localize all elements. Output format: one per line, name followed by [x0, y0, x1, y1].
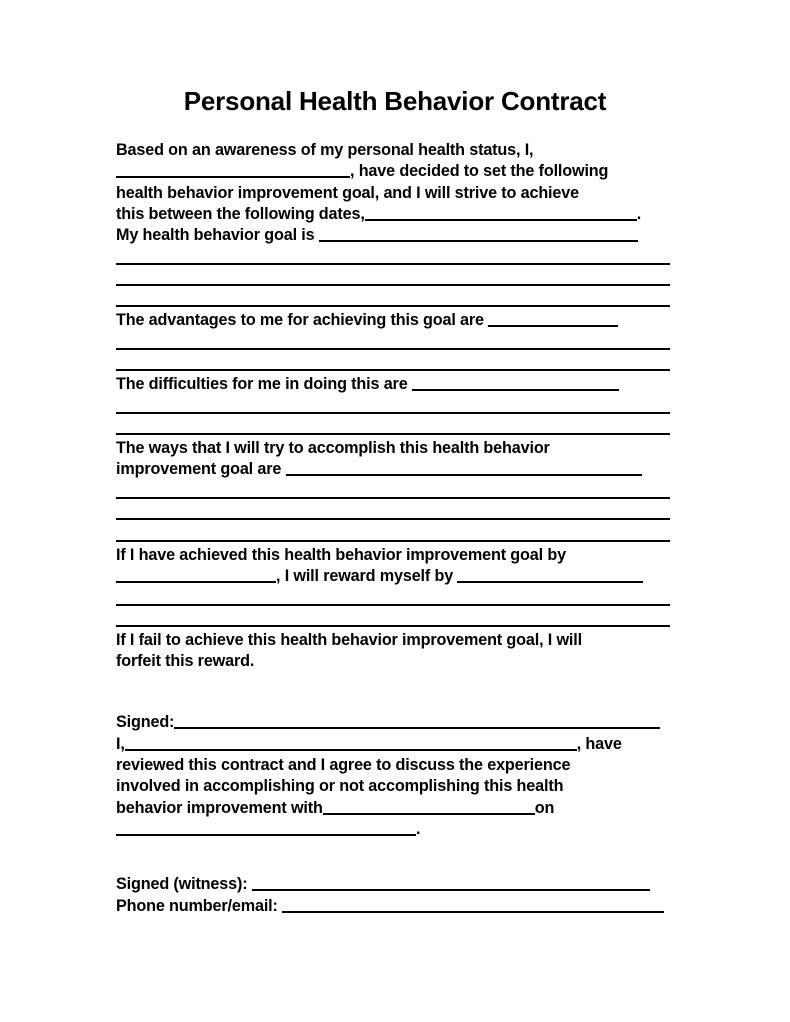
- page-title: Personal Health Behavior Contract: [183, 86, 607, 116]
- signed-blank[interactable]: [174, 714, 660, 729]
- goal-blank-3[interactable]: [116, 268, 670, 289]
- reward-date-line: [116, 566, 670, 587]
- reward-label: If I have achieved this health behavior improvement goal by: [116, 545, 566, 564]
- ways-blank-3[interactable]: [116, 502, 670, 523]
- reward-mid-text: , I will reward myself by: [276, 566, 454, 585]
- signature-text-3: involved in accomplishing or not accomplishing this health: [116, 777, 564, 796]
- advantages-blank-1[interactable]: [488, 312, 618, 327]
- ways-label-line-2: [116, 459, 670, 480]
- contract-body: [116, 140, 670, 917]
- intro-line-1: [116, 140, 670, 161]
- signature-text-4a: behavior improvement with: [116, 798, 323, 817]
- ways-blank-2[interactable]: [116, 481, 670, 502]
- reward-blank-1[interactable]: [457, 568, 643, 583]
- signature-text-4b: on: [534, 798, 555, 817]
- difficulties-label: The difficulties for me in doing this are: [116, 375, 408, 394]
- advantages-label-line: [116, 310, 670, 331]
- signed-witness-blank[interactable]: [252, 876, 650, 891]
- signature-line-2: [116, 755, 670, 776]
- difficulties-blank-2[interactable]: [116, 396, 670, 417]
- reward-label-line: [116, 545, 670, 566]
- difficulties-label-line: [116, 374, 670, 395]
- discuss-with-blank[interactable]: [323, 799, 535, 814]
- ways-blank-1[interactable]: [286, 461, 642, 476]
- phone-email-blank[interactable]: [282, 897, 664, 912]
- ways-label-1: The ways that I will try to accomplish this health behavior: [116, 439, 550, 458]
- intro-line-4: [116, 204, 670, 225]
- goal-blank-1[interactable]: [319, 227, 638, 242]
- signature-text-5: .: [416, 819, 421, 838]
- signature-line-4: [116, 798, 670, 819]
- ways-label-2: improvement goal are: [116, 460, 282, 479]
- witness-name-line: [116, 734, 670, 755]
- goal-label: My health behavior goal is: [116, 226, 315, 245]
- intro-text-3: health behavior improvement goal, and I will strive to achieve: [116, 183, 579, 202]
- signed-line: [116, 712, 670, 733]
- signature-text-2: reviewed this contract and I agree to discuss the experience: [116, 756, 571, 775]
- advantages-blank-3[interactable]: [116, 353, 670, 374]
- i-label: I,: [116, 734, 125, 753]
- signed-witness-line: [116, 874, 670, 895]
- after-name-text: , have: [576, 734, 622, 753]
- reward-date-blank[interactable]: [116, 568, 276, 583]
- advantages-label: The advantages to me for achieving this goal are: [116, 311, 484, 330]
- forfeit-line-1: [116, 630, 670, 651]
- goal-blank-4[interactable]: [116, 289, 670, 310]
- signed-witness-label: Signed (witness):: [116, 875, 248, 894]
- phone-email-label: Phone number/email:: [116, 896, 278, 915]
- ways-label-line-1: [116, 438, 670, 459]
- name-blank[interactable]: [116, 163, 350, 178]
- forfeit-line-2: [116, 651, 670, 672]
- signature-spacer: [116, 672, 670, 712]
- witness-name-blank[interactable]: [125, 735, 577, 750]
- difficulties-blank-1[interactable]: [412, 376, 619, 391]
- intro-text-1: Based on an awareness of my personal health status, I,: [116, 141, 534, 159]
- intro-line-3: [116, 183, 670, 204]
- goal-blank-2[interactable]: [116, 246, 670, 267]
- phone-email-line: [116, 896, 670, 917]
- signed-label: Signed:: [116, 713, 175, 732]
- goal-label-line: [116, 225, 670, 246]
- intro-text-2: , have decided to set the following: [350, 162, 609, 181]
- intro-text-4a: this between the following dates,: [116, 204, 365, 223]
- forfeit-text-1: If I fail to achieve this health behavior improvement goal, I will: [116, 630, 582, 649]
- intro-line-2: [116, 161, 670, 182]
- signature-line-5: [116, 819, 670, 840]
- reward-blank-3[interactable]: [116, 609, 670, 630]
- dates-blank[interactable]: [365, 206, 637, 221]
- intro-text-4b: .: [636, 204, 642, 223]
- witness-spacer: [116, 840, 670, 874]
- ways-blank-4[interactable]: [116, 523, 670, 544]
- signature-line-3: [116, 776, 670, 797]
- reward-blank-2[interactable]: [116, 587, 670, 608]
- discuss-date-blank[interactable]: [116, 821, 416, 836]
- advantages-blank-2[interactable]: [116, 332, 670, 353]
- difficulties-blank-3[interactable]: [116, 417, 670, 438]
- forfeit-text-2: forfeit this reward.: [116, 652, 255, 671]
